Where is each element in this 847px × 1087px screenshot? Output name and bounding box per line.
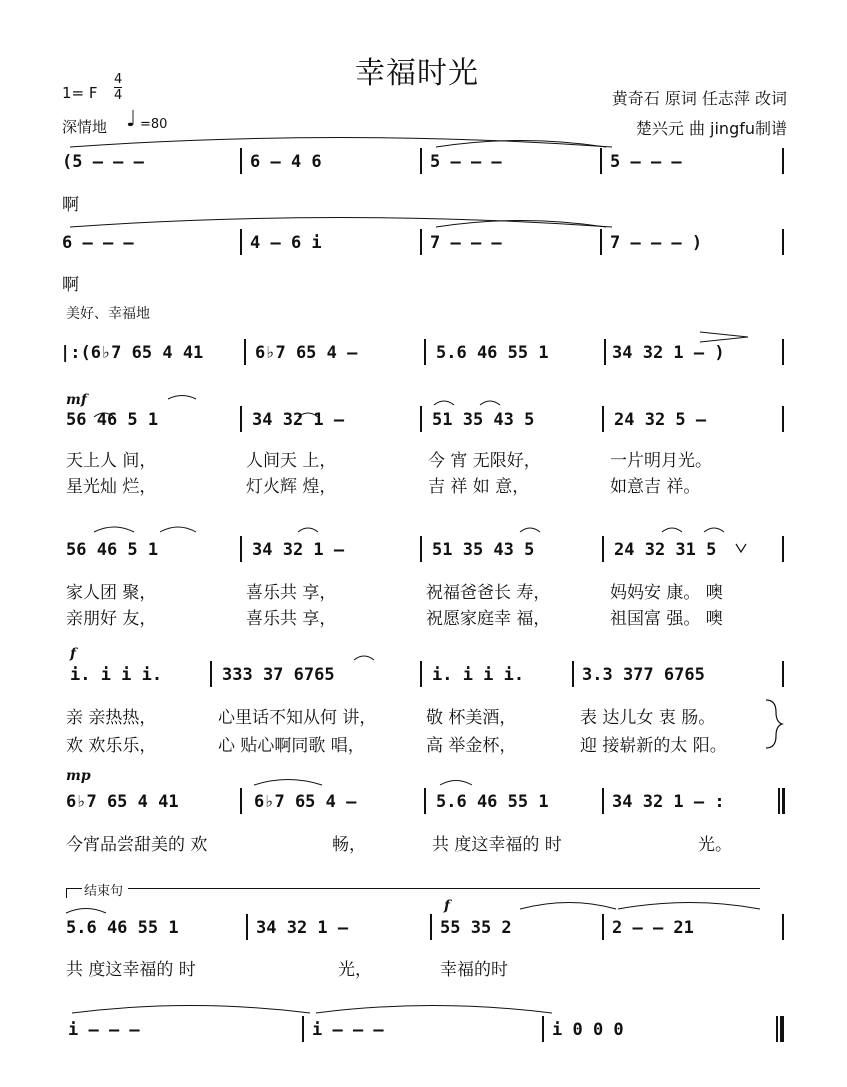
lyric: 亲朋好 友，	[66, 609, 157, 629]
key-signature: 1= F	[62, 84, 98, 102]
tie	[94, 527, 134, 532]
measure: 34 32 1 –	[256, 918, 349, 938]
measure: 6 – – –	[62, 233, 134, 253]
tie	[618, 903, 760, 910]
measure: 5.6 46 55 1	[66, 918, 179, 938]
tempo-marking: =80	[140, 117, 168, 132]
tie	[254, 780, 322, 786]
lyric: 祝福爸爸长 寿，	[426, 583, 551, 603]
tie	[440, 781, 472, 786]
tie	[480, 401, 500, 405]
lyric: 一片明月光。	[610, 451, 712, 471]
measure: i. i i i.	[432, 665, 525, 685]
lyric: 亲 亲热热，	[66, 708, 157, 728]
lyric: 共 度这幸福的 时	[66, 960, 196, 980]
measure: 24 32 5 –	[614, 410, 707, 430]
tie	[298, 413, 318, 417]
composer-credit: 楚兴元 曲 jingfu制谱	[635, 119, 787, 138]
lyric: 天上人 间，	[66, 451, 157, 471]
lyric: 光。	[698, 835, 732, 855]
lyric: 高 举金杯，	[426, 736, 517, 756]
lyric: 心里话不知从何 讲，	[218, 708, 377, 728]
measure: 6♭7 65 4 –	[255, 343, 358, 363]
measure: i – – –	[312, 1020, 384, 1040]
lyric: 人间天 上，	[246, 451, 337, 471]
quarter-note-icon: ♩	[126, 107, 137, 132]
measure: 5.6 46 55 1	[436, 792, 549, 812]
lyric: 共 度这幸福的 时	[432, 835, 562, 855]
lyric: 吉 祥 如 意，	[428, 477, 530, 497]
lyric-line: 啊	[62, 195, 79, 215]
measure: 34 32 1 –	[252, 540, 345, 560]
tie	[94, 413, 114, 417]
dynamic-marking: mp	[66, 768, 91, 784]
measure: 3.3 377 6765	[582, 665, 705, 685]
measure: 5 – – –	[610, 152, 682, 172]
lyricist-credit: 黄奇石 原词 任志萍 改词	[611, 89, 787, 108]
measure: 51 35 43 5	[432, 410, 535, 430]
expression-marking: 美好、幸福地	[66, 306, 150, 322]
lyric: 喜乐共 享，	[246, 583, 337, 603]
measure: (5 – – –	[62, 152, 144, 172]
measure: 24 32 31 5	[614, 540, 717, 560]
verse-brace	[766, 700, 782, 748]
tie	[298, 528, 318, 532]
tie	[704, 528, 724, 532]
measure: 34 32 1 –	[252, 410, 345, 430]
measure: 4 – 6 i	[250, 233, 322, 253]
tie	[72, 1006, 310, 1014]
lyric: 喜乐共 享，	[246, 609, 337, 629]
breath-mark	[736, 544, 746, 552]
song-title: 幸福时光	[355, 56, 479, 91]
tie	[168, 396, 196, 400]
tie	[66, 909, 106, 914]
measure: 51 35 43 5	[432, 540, 535, 560]
measure: 333 37 6765	[222, 665, 335, 685]
lyric: 迎 接崭新的太 阳。	[580, 736, 727, 756]
lyric-line: 啊	[62, 275, 79, 295]
tie	[316, 1006, 552, 1014]
measure: 34 32 1 – )	[612, 343, 725, 363]
lyric: 幸福的时	[440, 960, 508, 980]
lyric: 灯火辉 煌，	[246, 477, 337, 497]
lyric: 心 贴心啊同歌 唱，	[218, 736, 365, 756]
mood-marking: 深情地	[62, 118, 108, 136]
measure: 6 – 4 6	[250, 152, 322, 172]
measure: i 0 0 0	[552, 1020, 624, 1040]
tie	[70, 218, 612, 228]
lyric: 祖国富 强。 噢	[610, 609, 723, 629]
measure: 56 46 5 1	[66, 540, 159, 560]
lyric: 光，	[338, 960, 372, 980]
lyric: 如意吉 祥。	[610, 477, 701, 497]
measure: 7 – – – )	[610, 233, 703, 253]
measure: |:(6♭7 65 4 41	[60, 343, 204, 363]
measure: i – – –	[68, 1020, 140, 1040]
lyric: 家人团 聚，	[66, 583, 157, 603]
lyric: 今 宵 无限好，	[428, 451, 541, 471]
tie	[434, 401, 454, 405]
lyric: 表 达儿女 衷 肠。	[580, 708, 716, 728]
lyric: 星光灿 烂，	[66, 477, 157, 497]
measure: 55 35 2	[440, 918, 512, 938]
time-signature: 4 4	[114, 72, 123, 103]
lyric: 妈妈安 康。 噢	[610, 583, 723, 603]
tie	[160, 527, 196, 532]
measure: 2 – – 21	[612, 918, 694, 938]
measure: 7 – – –	[430, 233, 502, 253]
tie	[520, 528, 540, 532]
tie	[520, 903, 616, 910]
lyric: 祝愿家庭幸 福，	[426, 609, 551, 629]
lyric: 畅，	[332, 835, 366, 855]
coda-label: 结束句	[84, 884, 124, 899]
decrescendo-hairpin	[700, 332, 748, 342]
dynamic-marking: mf	[66, 392, 87, 408]
measure: i. i i i.	[70, 665, 163, 685]
measure: 5.6 46 55 1	[436, 343, 549, 363]
lyric: 敬 杯美酒，	[426, 708, 517, 728]
measure: 5 – – –	[430, 152, 502, 172]
dynamic-marking: f	[70, 646, 77, 662]
measure: 34 32 1 – :	[612, 792, 725, 812]
dynamic-marking: f	[444, 898, 451, 914]
measure: 56 46 5 1	[66, 410, 159, 430]
lyric: 欢 欢乐乐，	[66, 736, 157, 756]
tie	[70, 138, 612, 148]
tie	[662, 528, 682, 532]
measure: 6♭7 65 4 41	[66, 792, 179, 812]
lyric: 今宵品尝甜美的 欢	[66, 835, 208, 855]
measure: 6♭7 65 4 –	[254, 792, 357, 812]
tie	[354, 656, 374, 660]
